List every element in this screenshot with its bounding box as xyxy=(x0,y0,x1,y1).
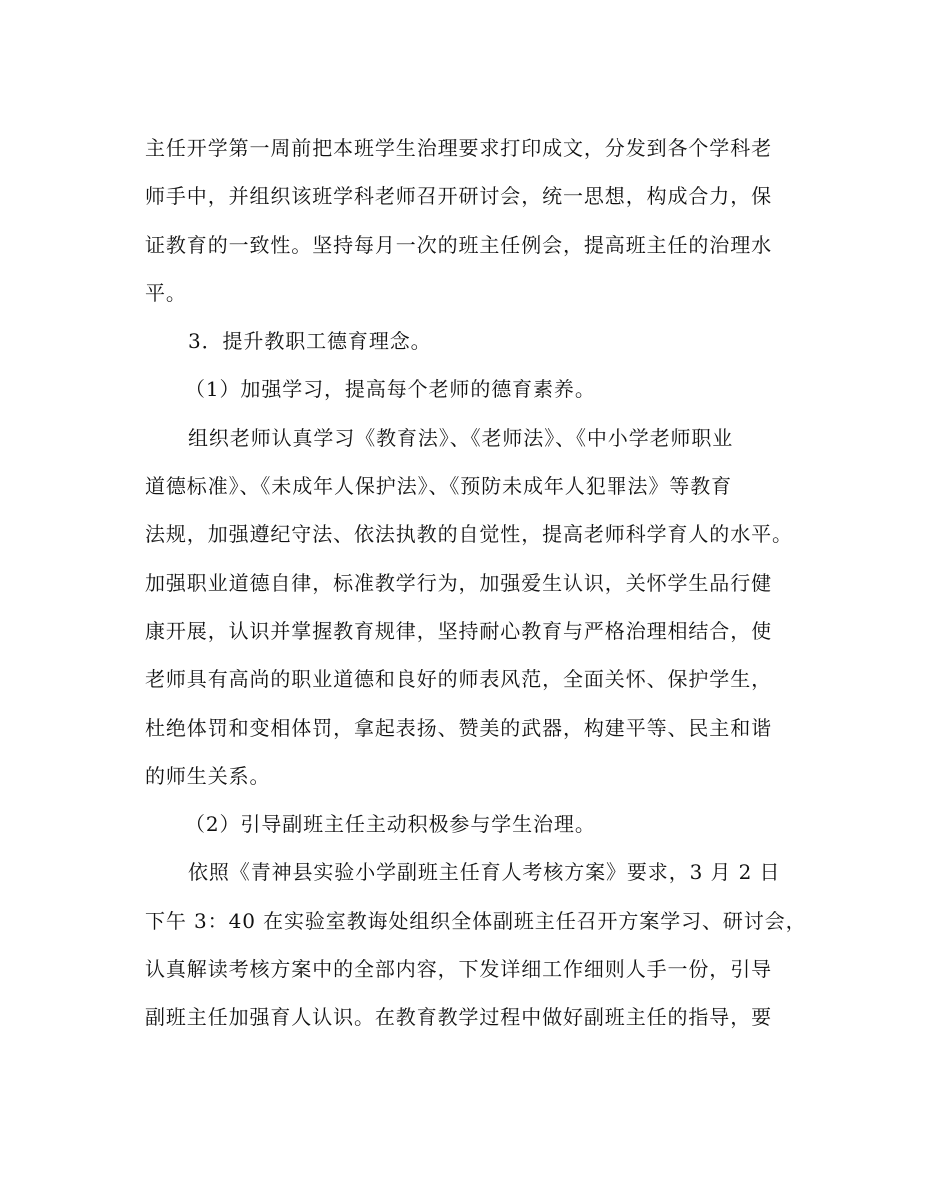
subsection-heading: （1）加强学习，提高每个老师的德育素养。 xyxy=(185,377,596,402)
text-line: 老师具有高尚的职业道德和良好的师表风范，全面关怀、保护学生， xyxy=(145,667,772,692)
text-line: 依照《青神县实验小学副班主任育人考核方案》要求，3 月 2 日 xyxy=(188,860,781,885)
text-line: 加强职业道德自律，标准教学行为，加强爱生认识，关怀学生品行健 xyxy=(145,570,772,595)
text-line: 师手中，并组织该班学科老师召开研讨会，统一思想，构成合力，保 xyxy=(145,184,772,209)
text-line: 副班主任加强育人认识。在教育教学过程中做好副班主任的指导，要 xyxy=(145,1005,772,1030)
subsection-heading: （2）引导副班主任主动积极参与学生治理。 xyxy=(185,812,596,837)
text-line: 组织老师认真学习《教育法》、《老师法》、《中小学老师职业 xyxy=(188,425,734,450)
text-line: 下午 3：40 在实验室教诲处组织全体副班主任召开方案学习、研讨会， xyxy=(145,908,807,933)
text-line: 杜绝体罚和变相体罚，拿起表扬、赞美的武器，构建平等、民主和谐 xyxy=(145,715,772,740)
text-line: 平。 xyxy=(145,280,187,305)
section-heading: 3．提升教职工德育理念。 xyxy=(188,329,432,354)
text-line: 证教育的一致性。坚持每月一次的班主任例会，提高班主任的治理水 xyxy=(145,232,772,257)
text-line: 主任开学第一周前把本班学生治理要求打印成文，分发到各个学科老 xyxy=(145,136,772,160)
text-line: 法规，加强遵纪守法、依法执教的自觉性，提高老师科学育人的水平。 xyxy=(145,522,793,547)
text-line: 的师生关系。 xyxy=(145,763,271,788)
text-line: 康开展，认识并掌握教育规律，坚持耐心教育与严格治理相结合，使 xyxy=(145,618,772,643)
text-line: 认真解读考核方案中的全部内容，下发详细工作细则人手一份，引导 xyxy=(145,957,772,982)
text-line: 道德标准》、《未成年人保护法》、《预防未成年人犯罪法》等教育 xyxy=(145,474,732,499)
body-text xyxy=(145,124,813,1042)
